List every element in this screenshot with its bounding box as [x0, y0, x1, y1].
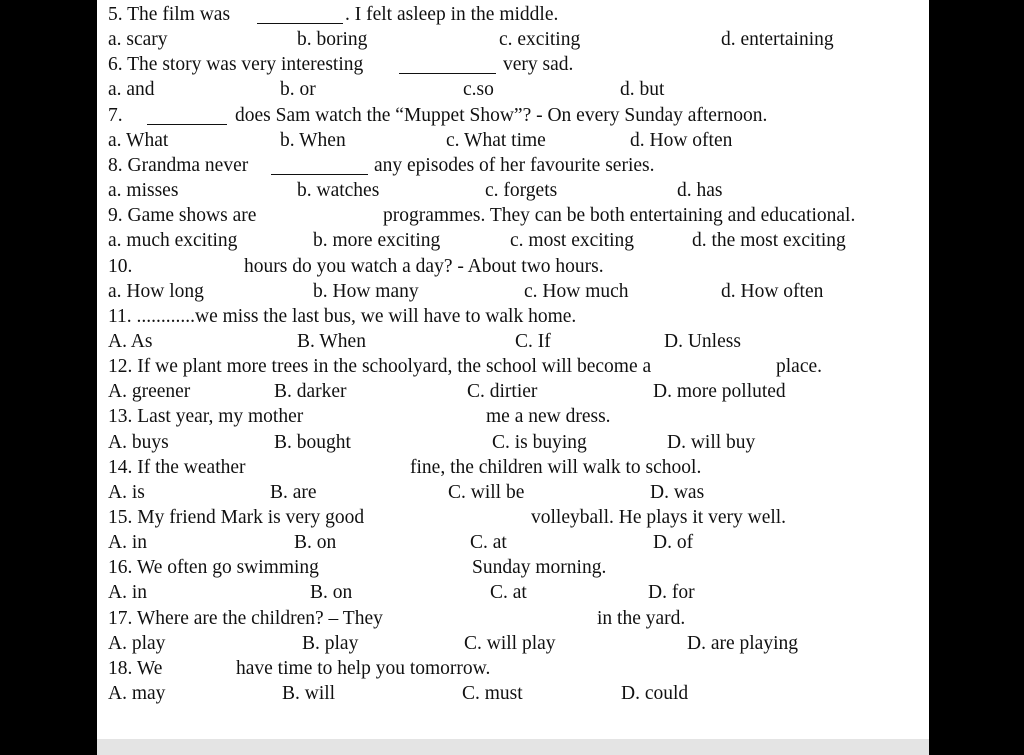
option-b: b. boring [297, 29, 368, 51]
question-stem [97, 656, 929, 681]
option-a: a. and [108, 79, 155, 101]
question-stem [97, 2, 929, 27]
question-stem [97, 505, 929, 530]
option-b: B. bought [274, 431, 351, 453]
question-text: in the yard. [597, 607, 686, 629]
question-text: have time to help you tomorrow. [236, 657, 491, 679]
option-c: c. What time [446, 129, 546, 151]
options-row [97, 329, 929, 354]
question-text: 5. The film was [108, 4, 231, 25]
question-text: 7. [108, 104, 123, 126]
option-a: A. greener [108, 381, 191, 403]
option-b: B. are [270, 481, 317, 503]
option-a: A. play [108, 632, 166, 654]
options-row [97, 77, 929, 102]
answer-blank [399, 73, 496, 74]
option-a: A. may [108, 683, 166, 705]
options-row [97, 178, 929, 203]
option-c: c. most exciting [510, 230, 635, 252]
question-text: 10. [108, 255, 133, 277]
option-d: D. Unless [664, 330, 741, 352]
option-d: d. How often [721, 280, 824, 302]
question-text: very sad. [503, 54, 574, 76]
question-text: any episodes of her favourite series. [374, 154, 655, 176]
question-stem [97, 203, 929, 228]
options-row [97, 530, 929, 555]
page-footer [97, 739, 929, 755]
option-a: a. much exciting [108, 230, 238, 252]
question-text: place. [776, 356, 823, 378]
option-c: c.so [463, 79, 494, 101]
option-c: C. at [470, 532, 507, 554]
worksheet-page [97, 0, 929, 755]
question-stem [97, 404, 929, 429]
question-text: 15. My friend Mark is very good [108, 507, 365, 528]
option-d: d. entertaining [721, 29, 834, 51]
option-c: c. forgets [485, 180, 558, 202]
options-row [97, 681, 929, 706]
question-stem [97, 455, 929, 480]
option-c: C. is buying [492, 431, 587, 453]
question-text: fine, the children will walk to school. [410, 456, 702, 478]
option-b: B. darker [274, 381, 347, 403]
option-a: a. misses [108, 180, 179, 202]
question-text: 6. The story was very interesting [108, 54, 364, 76]
question-stem [97, 254, 929, 279]
option-c: c. exciting [499, 29, 581, 51]
options-row [97, 379, 929, 404]
options-row [97, 128, 929, 153]
option-a: A. in [108, 582, 147, 604]
option-c: C. must [462, 683, 523, 705]
option-b: B. play [302, 632, 359, 654]
question-text: 8. Grandma never [108, 154, 249, 176]
question-stem [97, 153, 929, 178]
question-text: hours do you watch a day? - About two hours. [244, 255, 604, 277]
option-c: C. will be [448, 481, 525, 503]
option-b: b. How many [313, 280, 419, 302]
question-stem [97, 354, 929, 379]
option-d: D. of [653, 532, 694, 554]
option-c: C. dirtier [467, 381, 538, 403]
question-text: 17. Where are the children? – They [108, 607, 383, 629]
question-text: Sunday morning. [472, 557, 607, 579]
option-b: B. When [297, 330, 366, 352]
question-text: 18. We [108, 657, 163, 679]
option-b: B. on [310, 582, 353, 604]
options-row [97, 279, 929, 304]
answer-blank [147, 124, 227, 125]
options-row [97, 631, 929, 656]
option-a: a. How long [108, 280, 204, 302]
option-d: D. for [648, 582, 695, 604]
option-b: b. or [280, 79, 316, 101]
option-d: d. How often [630, 129, 733, 151]
options-row [97, 480, 929, 505]
option-d: D. could [621, 683, 689, 705]
question-text: programmes. They can be both entertaining and educational. [383, 205, 856, 227]
question-text: 16. We often go swimming [108, 557, 319, 579]
option-b: b. more exciting [313, 230, 441, 252]
options-row [97, 228, 929, 253]
option-d: D. are playing [687, 632, 799, 654]
options-row [97, 430, 929, 455]
option-b: B. will [282, 683, 336, 705]
option-c: C. If [515, 330, 551, 352]
option-d: d. has [677, 180, 723, 202]
options-row [97, 580, 929, 605]
option-a: a. scary [108, 29, 168, 51]
option-b: b. watches [297, 180, 380, 202]
option-a: A. in [108, 532, 147, 554]
option-a: A. buys [108, 431, 169, 453]
option-a: a. What [108, 129, 169, 151]
question-stem [97, 52, 929, 77]
question-text: volleyball. He plays it very well. [531, 507, 787, 528]
option-c: C. will play [464, 632, 556, 654]
question-stem [97, 555, 929, 580]
option-d: D. more polluted [653, 381, 786, 403]
option-a: A. is [108, 481, 145, 503]
option-a: A. As [108, 330, 153, 352]
question-text: does Sam watch the “Muppet Show”? - On every Sunday afternoon. [235, 104, 768, 126]
question-text: 12. If we plant more trees in the schoolyard, the school will become a [108, 356, 652, 378]
option-c: c. How much [524, 280, 629, 302]
option-d: D. was [650, 481, 705, 503]
option-d: d. the most exciting [692, 230, 846, 252]
option-d: D. will buy [667, 431, 756, 453]
question-text: 14. If the weather [108, 456, 246, 478]
question-stem [97, 304, 929, 329]
answer-blank [271, 174, 368, 175]
answer-blank [257, 23, 343, 24]
question-text: me a new dress. [486, 406, 611, 428]
option-b: b. When [280, 129, 346, 151]
question-text: 13. Last year, my mother [108, 406, 304, 428]
question-text: 11. ............we miss the last bus, we will have to walk home. [108, 305, 577, 327]
option-b: B. on [294, 532, 337, 554]
question-stem [97, 103, 929, 128]
option-c: C. at [490, 582, 527, 604]
question-stem [97, 606, 929, 631]
question-text: 9. Game shows are [108, 205, 257, 227]
question-text: . I felt asleep in the middle. [345, 4, 559, 25]
options-row [97, 27, 929, 52]
option-d: d. but [620, 79, 665, 101]
